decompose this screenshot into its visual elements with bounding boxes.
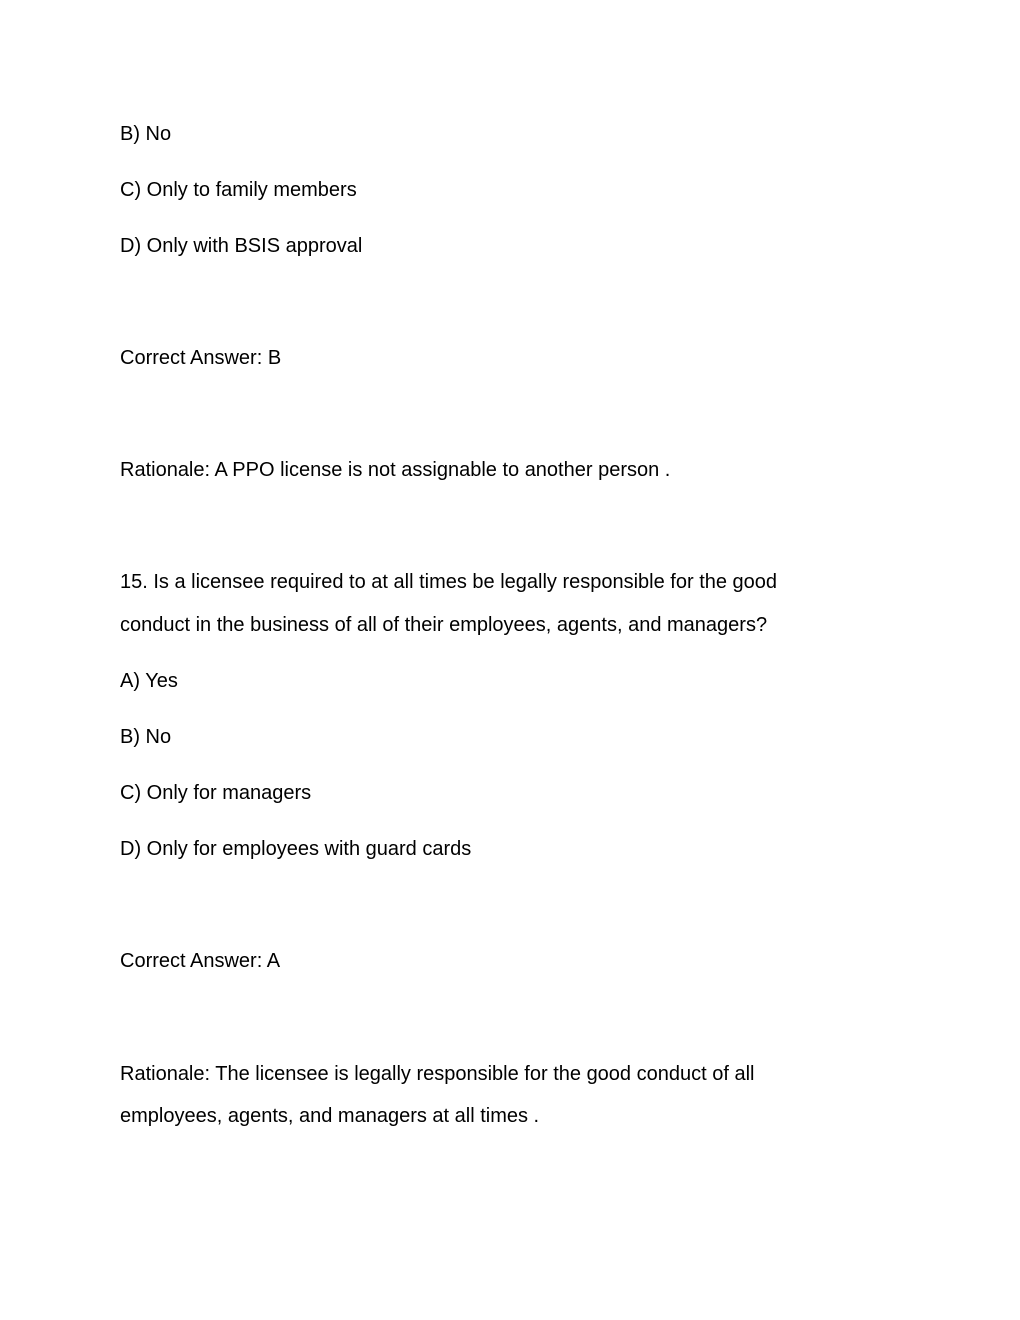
q15-question-line1: 15. Is a licensee required to at all times be legally responsible for the good — [120, 571, 778, 593]
q14-correct-answer: Correct Answer: B — [120, 347, 282, 369]
q15-rationale-line2: employees, agents, and managers at all times . — [120, 1105, 540, 1127]
q14-rationale: Rationale: A PPO license is not assignable to another person . — [120, 459, 671, 481]
q14-option-c: C) Only to family members — [120, 179, 357, 201]
q15-option-b: B) No — [120, 726, 172, 748]
q14-option-d: D) Only with BSIS approval — [120, 235, 363, 257]
q15-option-c: C) Only for managers — [120, 782, 312, 804]
q15-rationale-line1: Rationale: The licensee is legally responsible for the good conduct of all — [120, 1063, 755, 1085]
q14-option-b: B) No — [120, 123, 172, 145]
q15-option-d: D) Only for employees with guard cards — [120, 838, 472, 860]
q15-question-line2: conduct in the business of all of their employees, agents, and managers? — [120, 614, 768, 636]
q15-correct-answer: Correct Answer: A — [120, 950, 281, 972]
q15-option-a: A) Yes — [120, 670, 178, 692]
